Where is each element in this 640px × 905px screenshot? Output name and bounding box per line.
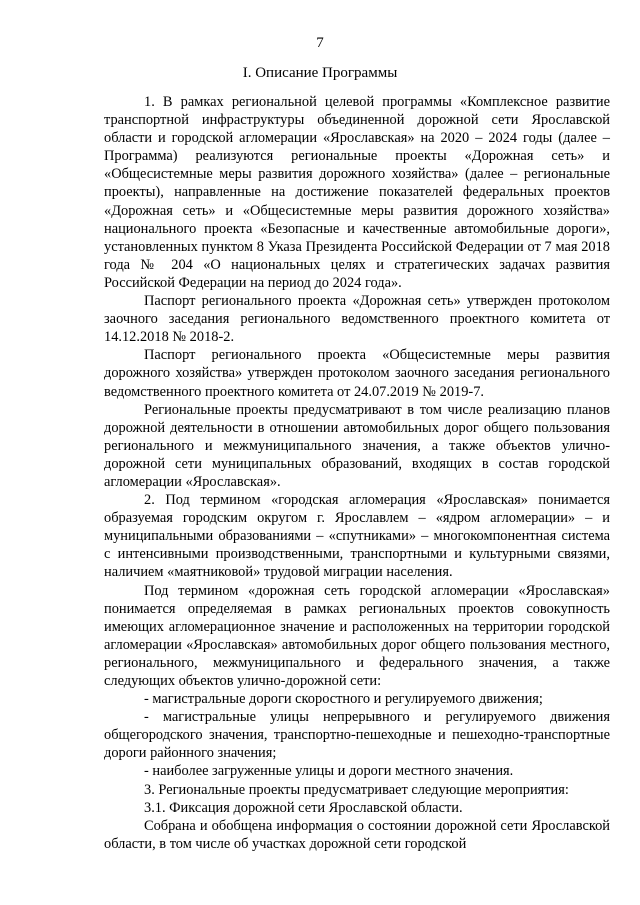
paragraph-4: Региональные проекты предусматривают в том числе реализацию планов дорожной деятельности в отношении автомобильных дорог общего пользования регионального и межмуниципального значения, а также объектов улично-дорожной сети муниципальных образований, входящих в состав городской агломерации «Ярославская». — [104, 401, 610, 490]
paragraph-8: 3.1. Фиксация дорожной сети Ярославской области. — [144, 799, 463, 816]
paragraph-6: Под термином «дорожная сеть городской агломерации «Ярославская» понимается определяемая в рамках региональных проектов совокупность имеющих агломерационное значение и расположенных на территории городской агломерации «Ярославская» автомобильных дорог общего пользования местного, регионального, межмуниципального и федерального значения, а также следующих объектов улично-дорожной сети: — [104, 582, 610, 689]
page-number: 7 — [316, 35, 324, 51]
section-title: I. Описание Программы — [242, 65, 398, 81]
paragraph-9: Собрана и обобщена информация о состоянии дорожной сети Ярославской области, в том числе об участках дорожной сети городской — [104, 817, 610, 852]
list-item-1: - магистральные дороги скоростного и регулируемого движения; — [144, 691, 543, 708]
paragraph-5: 2. Под термином «городская агломерация «Ярославская» понимается образуемая городским округом г. Ярославлем – «ядром агломерации» – и муниципальными образованиями – «спутниками» – многокомпонентная система с интенсивными производственными, транспортными и культурными связями, наличием «маятниковой» трудовой миграции населения. — [104, 492, 610, 581]
list-item-2: - магистральные улицы непрерывного и регулируемого движения общегородского значения, транспортно-пешеходные и пешеходно-транспортные дороги районного значения; — [104, 709, 610, 762]
paragraph-7: 3. Региональные проекты предусматривает следующие мероприятия: — [144, 781, 569, 798]
list-item-3: - наиболее загруженные улицы и дороги местного значения. — [144, 763, 514, 780]
paragraph-3: Паспорт регионального проекта «Общесистемные меры развития дорожного хозяйства» утвержден протоколом заочного заседания регионального ведомственного проектного комитета от 24.07.2019 № 2019-7. — [104, 347, 610, 400]
paragraph-2: Паспорт регионального проекта «Дорожная сеть» утвержден протоколом заочного заседания регионального ведомственного проектного комитета от 14.12.2018 № 2018-2. — [104, 293, 610, 346]
paragraph-1: 1. В рамках региональной целевой программы «Комплексное развитие транспортной инфраструктуры объединенной дорожной сети Ярославской области и городской агломерации «Ярославская» на 2020 – 2024 годы (далее – Программа) реализуются региональные проекты «Дорожная сеть» и «Общесистемные меры развития дорожного хозяйства» (далее – региональные проекты), направленные на достижение показателей федеральных проектов «Дорожная сеть» и «Общесистемные меры развития дорожного хозяйства» национального проекта «Безопасные и качественные автомобильные дороги», установленных пунктом 8 Указа Президента Российской Федерации от 7 мая 2018 года № 204 «О национальных целях и стратегических задачах развития Российской Федерации на период до 2024 года». — [104, 94, 610, 291]
document-body — [104, 93, 610, 853]
